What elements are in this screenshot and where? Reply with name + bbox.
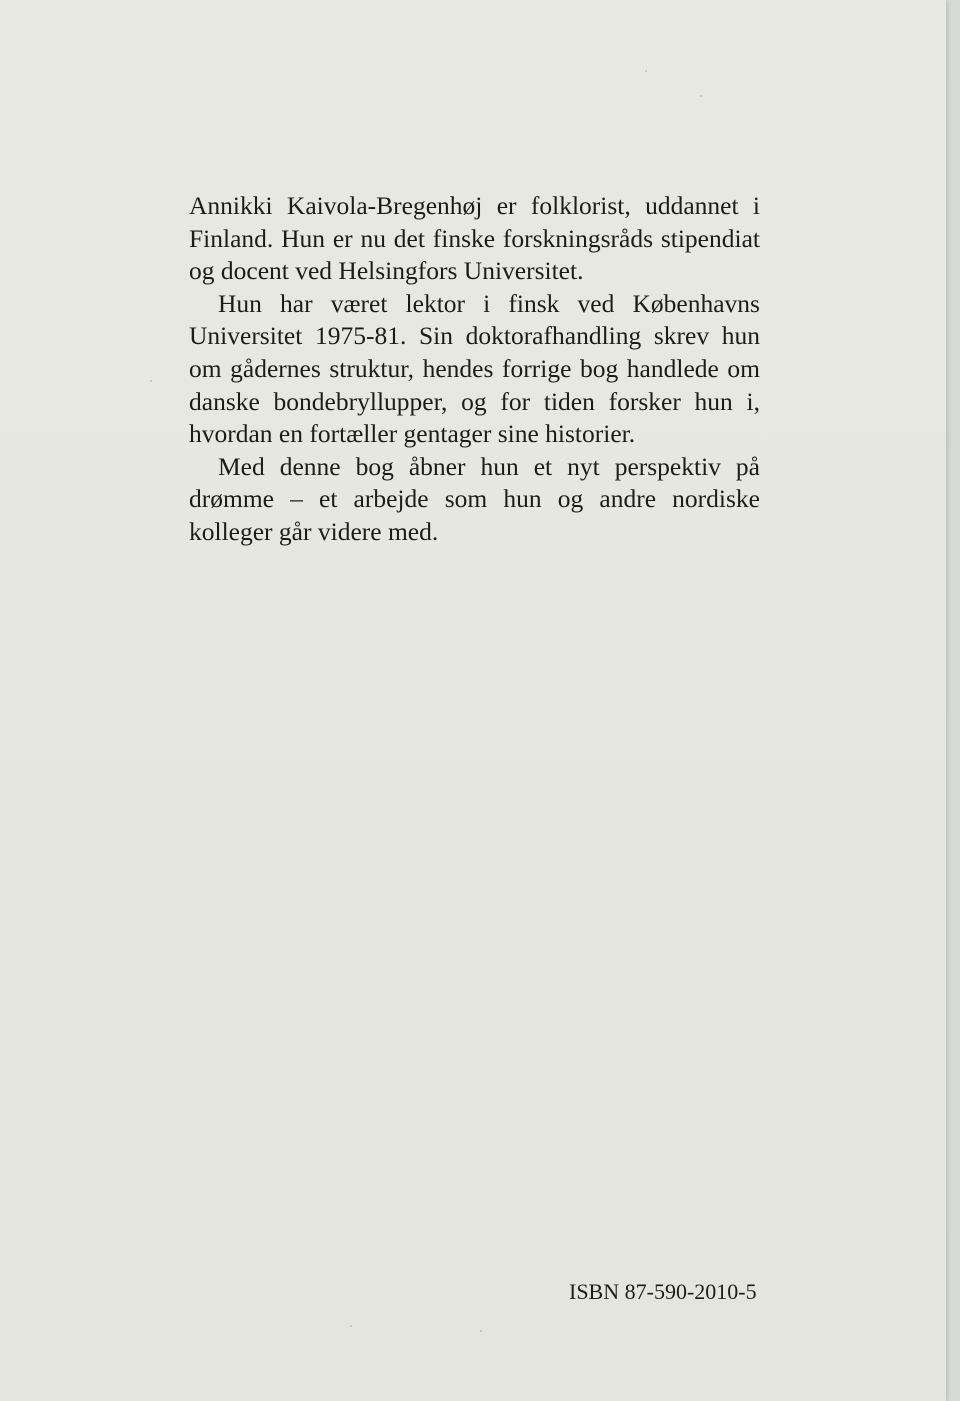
blurb-paragraph-1: Annikki Kaivola-Bregenhøj er folklorist, uddannet i Finland. Hun er nu det finske forskningsråds stipendiat og docent ved Helsingfors Universitet. [189,191,760,286]
paper-speck [480,1330,482,1332]
author-blurb [189,190,760,549]
paper-speck [150,380,152,382]
paper-speck [700,95,702,97]
blurb-paragraph-3: Med denne bog åbner hun et nyt perspektiv på drømme – et arbejde som hun og andre nordiske kolleger går videre med. [189,451,760,546]
blurb-paragraph-2: Hun har været lektor i finsk ved Københavns Universitet 1975-81. Sin doktorafhandling skrev hun om gådernes struktur, hendes forrige bog handlede om danske bondebryllupper, og for tiden forsker hun i, hvordan en fortæller gentager sine historier. [189,288,760,449]
paper-speck [350,1325,352,1327]
isbn-number: ISBN 87-590-2010-5 [569,1279,757,1304]
paper-speck [645,70,647,72]
